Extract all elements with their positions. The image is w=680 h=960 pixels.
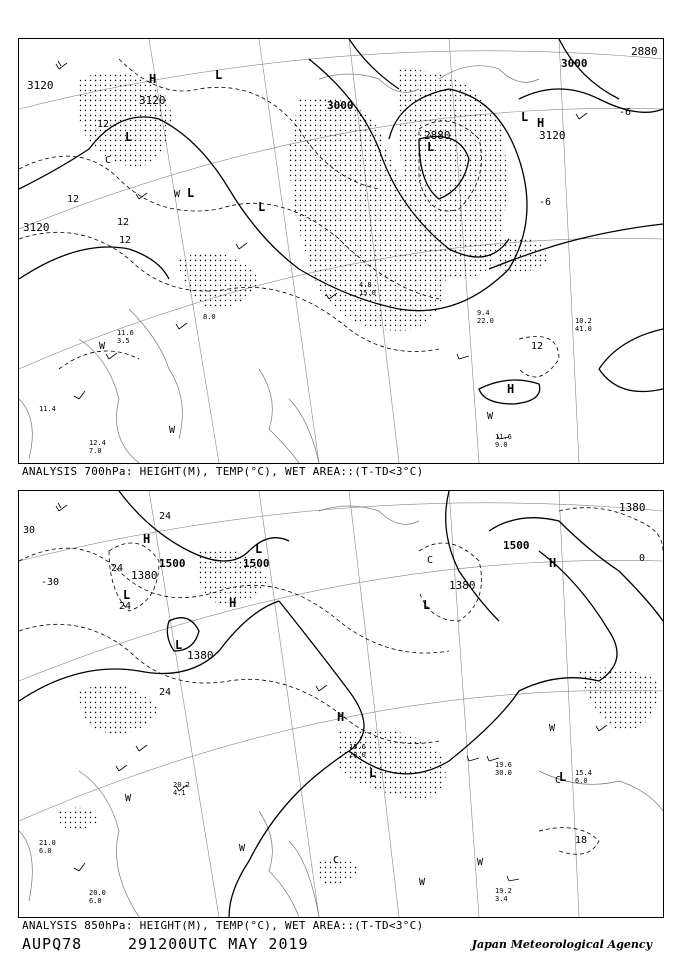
station-value: 10.2	[575, 317, 592, 325]
temp-label: 12	[97, 119, 110, 130]
station-value: 20.0	[89, 889, 106, 897]
warm-center: W	[99, 341, 106, 352]
station-value: 12.4	[89, 439, 106, 447]
height-label: 1500	[159, 557, 186, 570]
station-value: 8.0	[203, 313, 216, 321]
low-center: L	[258, 200, 266, 214]
station-value: 6.0	[575, 777, 588, 785]
high-center: H	[537, 116, 545, 130]
height-label: 3000	[327, 99, 354, 112]
wind-barbs-850	[56, 503, 607, 881]
station-value: 30.0	[495, 769, 512, 777]
station-value: 9.4	[477, 309, 490, 317]
valid-time: 291200UTC MAY 2019	[128, 935, 309, 953]
warm-center: W	[419, 877, 426, 888]
station-value: 15.4	[575, 769, 592, 777]
height-label: 1380	[449, 579, 476, 592]
temp-label: 24	[159, 511, 172, 522]
station-value: 4.1	[173, 789, 186, 797]
temp-label: 24	[119, 601, 132, 612]
warm-center: W	[487, 411, 494, 422]
temp-label: 12	[531, 341, 544, 352]
station-value: 3.4	[495, 895, 508, 903]
station-value: 11.4	[39, 405, 56, 413]
height-label: 1380	[187, 649, 214, 662]
low-center: L	[175, 638, 183, 652]
cold-center: C	[105, 155, 112, 166]
station-value: 15.6	[349, 743, 366, 751]
temp-label: 24	[159, 687, 172, 698]
warm-center: W	[174, 189, 181, 200]
cold-center: C	[427, 555, 434, 566]
station-value: 9.0	[495, 441, 508, 449]
station-value: 19.6	[495, 761, 512, 769]
high-center: H	[229, 596, 237, 610]
temp-label: 0	[639, 553, 646, 564]
station-value: 22.0	[477, 317, 494, 325]
station-value: 4.8	[359, 281, 372, 289]
wet-area-700	[79, 69, 552, 331]
map-700hpa-svg	[19, 39, 663, 463]
low-center: L	[423, 598, 431, 612]
bulletin-id: AUPQ78	[22, 935, 83, 953]
warm-center: W	[477, 857, 484, 868]
high-center: H	[337, 710, 345, 724]
station-value: 28.0	[349, 751, 366, 759]
cold-center: C	[555, 775, 562, 786]
warm-center: W	[239, 843, 246, 854]
station-value: 6.0	[89, 897, 102, 905]
temp-label: 24	[111, 563, 124, 574]
height-label: 1380	[131, 569, 158, 582]
temp-label: 12	[119, 235, 132, 246]
cold-center: C	[333, 855, 340, 866]
warm-center: W	[549, 723, 556, 734]
temp-label: -6	[619, 107, 632, 118]
low-center: L	[215, 68, 223, 82]
low-center: L	[559, 770, 567, 784]
station-values-700	[39, 281, 592, 455]
map-850hpa-svg	[19, 491, 663, 917]
station-value: 11.6	[117, 329, 134, 337]
high-center: H	[507, 382, 515, 396]
height-label: 2880	[424, 129, 451, 142]
station-value: 20.2	[173, 781, 190, 789]
low-center: L	[187, 186, 195, 200]
low-center: L	[123, 588, 131, 602]
low-center: L	[521, 110, 529, 124]
height-label: 3120	[23, 221, 50, 234]
station-value: 3.5	[117, 337, 130, 345]
low-center: L	[369, 766, 377, 780]
station-value: 21.0	[39, 839, 56, 847]
map-panel-700hpa	[18, 38, 664, 464]
station-value: 15.0	[359, 289, 376, 297]
station-value: 19.2	[495, 887, 512, 895]
low-center: L	[255, 542, 263, 556]
high-center: H	[143, 532, 151, 546]
station-value: 11.6	[495, 433, 512, 441]
high-center: H	[549, 556, 557, 570]
temp-label: 18	[575, 835, 588, 846]
height-label: 3000	[561, 57, 588, 70]
height-label: 2880	[631, 45, 658, 58]
height-label: 3120	[539, 129, 566, 142]
temp-label: 12	[117, 217, 130, 228]
height-label: 3120	[27, 79, 54, 92]
temp-label: -30	[41, 577, 60, 588]
low-center: L	[427, 140, 435, 154]
map-panel-850hpa	[18, 490, 664, 918]
temp-label: 30	[23, 525, 36, 536]
temp-label: -6	[539, 197, 552, 208]
temp-label: 12	[67, 194, 80, 205]
station-value: 7.0	[89, 447, 102, 455]
height-label: 1380	[619, 501, 646, 514]
height-label: 1500	[503, 539, 530, 552]
high-center: H	[149, 72, 157, 86]
warm-center: W	[125, 793, 132, 804]
wet-area-850	[59, 549, 659, 884]
low-center: L	[125, 130, 133, 144]
agency-name: Japan Meteorological Agency	[471, 938, 652, 951]
station-value: 6.0	[39, 847, 52, 855]
height-label: 1500	[243, 557, 270, 570]
caption-700hpa: ANALYSIS 700hPa: HEIGHT(M), TEMP(°C), WET AREA::(T-TD<3°C)	[22, 465, 424, 478]
warm-center: W	[169, 425, 176, 436]
station-value: 41.0	[575, 325, 592, 333]
caption-850hpa: ANALYSIS 850hPa: HEIGHT(M), TEMP(°C), WET AREA::(T-TD<3°C)	[22, 919, 424, 932]
height-label: 3120	[139, 94, 166, 107]
